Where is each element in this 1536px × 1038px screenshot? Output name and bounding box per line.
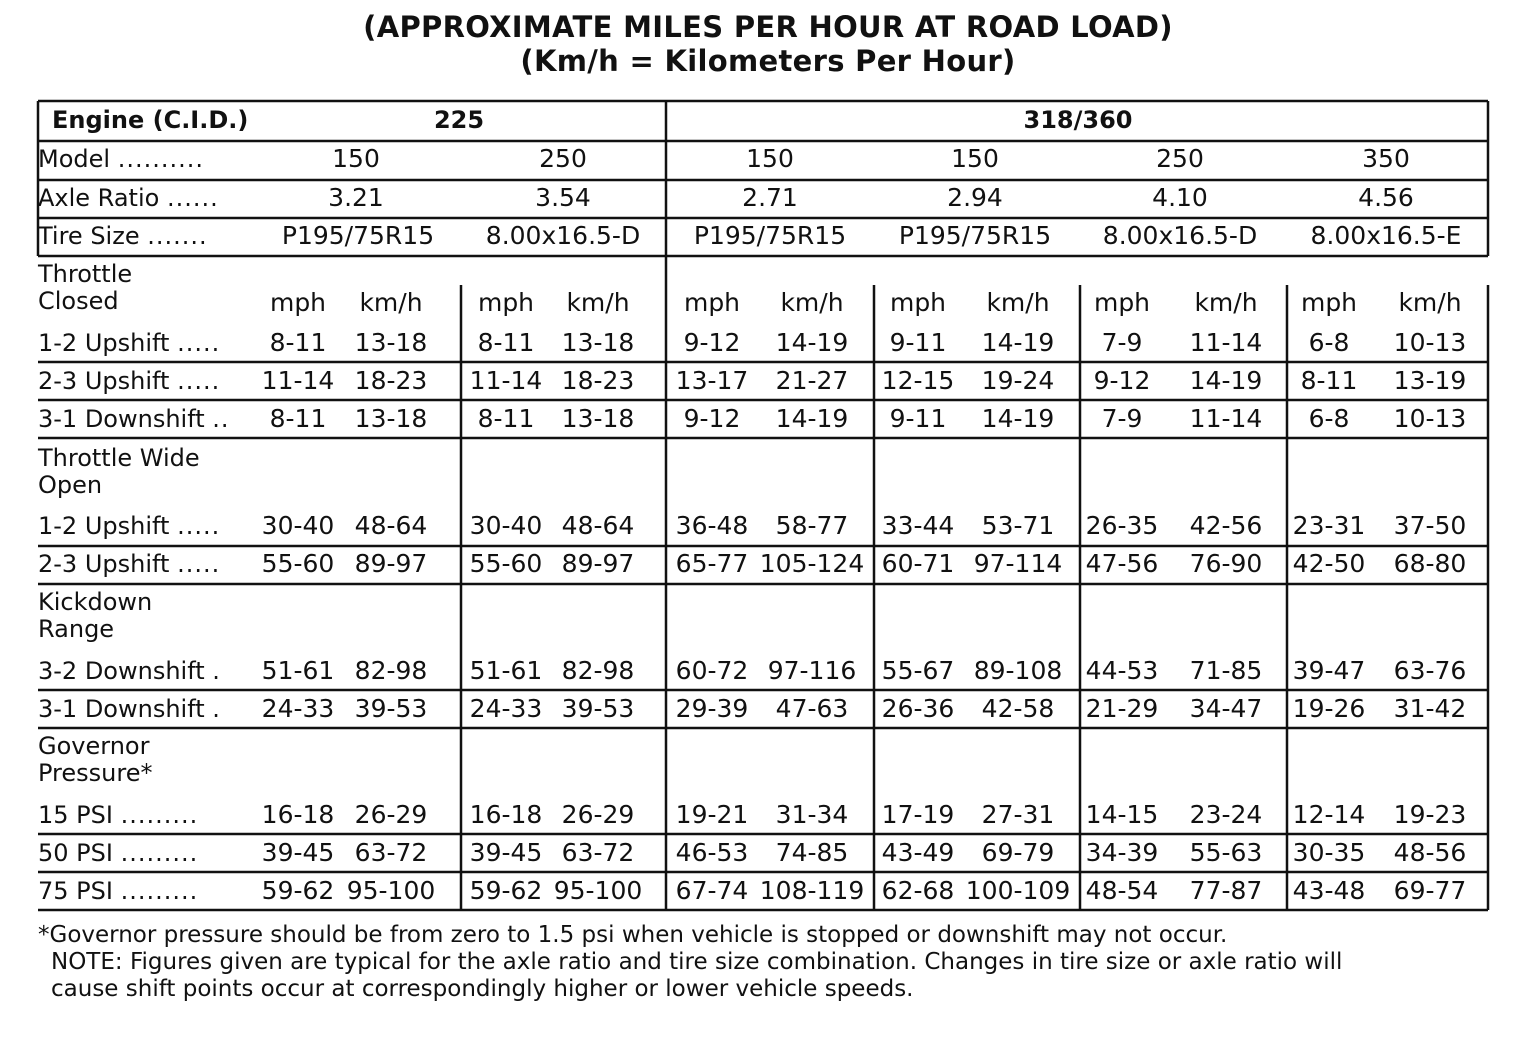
model-value: 350 (1362, 144, 1410, 173)
mph-value: 23-31 (1292, 511, 1366, 540)
row-label: 2-3 Upshift ..... (38, 550, 221, 578)
mph-value: 36-48 (675, 511, 749, 540)
kmh-value: 31-42 (1393, 694, 1467, 723)
mph-value: 39-45 (469, 838, 543, 867)
kmh-value: 97-114 (973, 549, 1063, 578)
axle-ratio-value: 4.10 (1152, 183, 1208, 212)
unit-mph: mph (1300, 288, 1358, 317)
kmh-value: 108-119 (759, 876, 865, 905)
kmh-value: 48-56 (1393, 838, 1467, 867)
mph-value: 47-56 (1085, 549, 1159, 578)
kmh-value: 10-13 (1393, 404, 1467, 433)
row-label: 3-1 Downshift .. (38, 405, 230, 433)
kmh-value: 42-58 (981, 694, 1055, 723)
mph-value: 19-26 (1292, 694, 1366, 723)
engine-label: Engine (C.I.D.) (52, 106, 249, 134)
kmh-value: 31-34 (775, 800, 849, 829)
mph-value: 6-8 (1308, 404, 1350, 433)
mph-value: 55-60 (261, 549, 335, 578)
mph-value: 19-21 (675, 800, 749, 829)
engine-318-360: 318/360 (1023, 106, 1133, 134)
kmh-value: 18-23 (354, 366, 428, 395)
axle-label: Axle Ratio ...... (38, 184, 219, 212)
kmh-value: 69-77 (1393, 876, 1467, 905)
unit-mph: mph (269, 288, 327, 317)
kmh-value: 71-85 (1189, 656, 1263, 685)
tire-size-value: 8.00x16.5-E (1310, 221, 1462, 250)
mph-value: 12-14 (1292, 800, 1366, 829)
kmh-value: 27-31 (981, 800, 1055, 829)
tire-label: Tire Size ....... (38, 222, 208, 250)
kmh-value: 21-27 (775, 366, 849, 395)
mph-value: 39-45 (261, 838, 335, 867)
mph-value: 26-35 (1085, 511, 1159, 540)
unit-mph: mph (889, 288, 947, 317)
kmh-value: 13-18 (561, 328, 635, 357)
mph-value: 62-68 (881, 876, 955, 905)
unit-kmh: km/h (1194, 288, 1258, 317)
model-value: 150 (332, 144, 380, 173)
footnote: *Governor pressure should be from zero to 1.5 psi when vehicle is stopped or downshift may not occur. (38, 922, 1228, 948)
mph-value: 59-62 (261, 876, 335, 905)
mph-value: 16-18 (469, 800, 543, 829)
mph-value: 44-53 (1085, 656, 1159, 685)
mph-value: 39-47 (1292, 656, 1366, 685)
mph-value: 8-11 (477, 404, 535, 433)
kmh-value: 14-19 (1189, 366, 1263, 395)
mph-value: 24-33 (469, 694, 543, 723)
mph-value: 26-36 (881, 694, 955, 723)
tire-size-value: 8.00x16.5-D (1102, 221, 1258, 250)
unit-kmh: km/h (1398, 288, 1462, 317)
section-governor-line2: Pressure* (38, 759, 153, 787)
mph-value: 11-14 (261, 366, 335, 395)
mph-value: 13-17 (675, 366, 749, 395)
tire-size-value: P195/75R15 (281, 221, 435, 250)
kmh-value: 19-23 (1393, 800, 1467, 829)
kmh-value: 48-64 (561, 511, 635, 540)
mph-value: 43-48 (1292, 876, 1366, 905)
kmh-value: 58-77 (775, 511, 849, 540)
mph-value: 51-61 (469, 656, 543, 685)
model-value: 250 (1156, 144, 1204, 173)
kmh-value: 77-87 (1189, 876, 1263, 905)
row-label: 50 PSI ......... (38, 839, 199, 867)
kmh-value: 18-23 (561, 366, 635, 395)
axle-ratio-value: 4.56 (1358, 183, 1414, 212)
mph-value: 7-9 (1101, 404, 1143, 433)
kmh-value: 82-98 (561, 656, 635, 685)
mph-value: 30-35 (1292, 838, 1366, 867)
mph-value: 7-9 (1101, 328, 1143, 357)
mph-value: 8-11 (269, 404, 327, 433)
kmh-value: 37-50 (1393, 511, 1467, 540)
mph-value: 55-60 (469, 549, 543, 578)
kmh-value: 63-72 (561, 838, 635, 867)
row-label: 1-2 Upshift ..... (38, 512, 221, 540)
mph-value: 14-15 (1085, 800, 1159, 829)
kmh-value: 39-53 (354, 694, 428, 723)
mph-value: 9-11 (889, 404, 947, 433)
model-value: 250 (539, 144, 587, 173)
mph-value: 16-18 (261, 800, 335, 829)
mph-value: 6-8 (1308, 328, 1350, 357)
mph-value: 17-19 (881, 800, 955, 829)
mph-value: 60-72 (675, 656, 749, 685)
row-label: 75 PSI ......... (38, 877, 199, 905)
mph-value: 67-74 (675, 876, 749, 905)
kmh-value: 76-90 (1189, 549, 1263, 578)
kmh-value: 89-108 (973, 656, 1063, 685)
note-line-2: cause shift points occur at correspondingly higher or lower vehicle speeds. (51, 976, 914, 1002)
mph-value: 8-11 (269, 328, 327, 357)
kmh-value: 89-97 (561, 549, 635, 578)
axle-ratio-value: 2.71 (742, 183, 798, 212)
unit-kmh: km/h (986, 288, 1050, 317)
engine-225: 225 (433, 106, 485, 134)
kmh-value: 26-29 (354, 800, 428, 829)
kmh-value: 13-18 (561, 404, 635, 433)
page-title: (APPROXIMATE MILES PER HOUR AT ROAD LOAD) (363, 10, 1173, 44)
kmh-value: 48-64 (354, 511, 428, 540)
page-subtitle: (Km/h = Kilometers Per Hour) (520, 44, 1016, 78)
section-throttle-wide-line2: Open (38, 471, 103, 499)
mph-value: 46-53 (675, 838, 749, 867)
kmh-value: 63-76 (1393, 656, 1467, 685)
mph-value: 8-11 (1300, 366, 1358, 395)
section-governor-line1: Governor (38, 732, 150, 760)
kmh-value: 95-100 (346, 876, 436, 905)
kmh-value: 100-109 (965, 876, 1071, 905)
mph-value: 9-12 (683, 328, 741, 357)
row-label: 2-3 Upshift ..... (38, 367, 221, 395)
row-label: 3-2 Downshift . (38, 657, 221, 685)
mph-value: 65-77 (675, 549, 749, 578)
section-throttle-closed-line2: Closed (38, 287, 119, 315)
model-label: Model .......... (38, 145, 204, 173)
section-throttle-wide-line1: Throttle Wide (38, 444, 200, 472)
kmh-value: 23-24 (1189, 800, 1263, 829)
kmh-value: 13-18 (354, 404, 428, 433)
row-label: 1-2 Upshift ..... (38, 329, 221, 357)
kmh-value: 39-53 (561, 694, 635, 723)
kmh-value: 69-79 (981, 838, 1055, 867)
mph-value: 9-12 (1093, 366, 1151, 395)
mph-value: 42-50 (1292, 549, 1366, 578)
mph-value: 24-33 (261, 694, 335, 723)
mph-value: 55-67 (881, 656, 955, 685)
kmh-value: 14-19 (981, 328, 1055, 357)
kmh-value: 10-13 (1393, 328, 1467, 357)
mph-value: 51-61 (261, 656, 335, 685)
section-kickdown-line2: Range (38, 615, 115, 643)
mph-value: 9-12 (683, 404, 741, 433)
mph-value: 43-49 (881, 838, 955, 867)
mph-value: 11-14 (469, 366, 543, 395)
kmh-value: 95-100 (553, 876, 643, 905)
kmh-value: 13-19 (1393, 366, 1467, 395)
tire-size-value: 8.00x16.5-D (485, 221, 641, 250)
unit-kmh: km/h (780, 288, 844, 317)
kmh-value: 11-14 (1189, 404, 1263, 433)
kmh-value: 89-97 (354, 549, 428, 578)
section-throttle-closed-line1: Throttle (38, 260, 133, 288)
section-kickdown-line1: Kickdown (38, 588, 153, 616)
note-line-1: NOTE: Figures given are typical for the axle ratio and tire size combination. Changes in tire size or axle ratio will (51, 949, 1343, 975)
kmh-value: 68-80 (1393, 549, 1467, 578)
kmh-value: 34-47 (1189, 694, 1263, 723)
mph-value: 30-40 (261, 511, 335, 540)
row-label: 15 PSI ......... (38, 801, 199, 829)
kmh-value: 26-29 (561, 800, 635, 829)
axle-ratio-value: 3.21 (328, 183, 384, 212)
model-value: 150 (746, 144, 794, 173)
unit-kmh: km/h (359, 288, 423, 317)
kmh-value: 14-19 (775, 404, 849, 433)
kmh-value: 47-63 (775, 694, 849, 723)
unit-kmh: km/h (566, 288, 630, 317)
kmh-value: 63-72 (354, 838, 428, 867)
mph-value: 9-11 (889, 328, 947, 357)
mph-value: 59-62 (469, 876, 543, 905)
kmh-value: 82-98 (354, 656, 428, 685)
kmh-value: 13-18 (354, 328, 428, 357)
mph-value: 30-40 (469, 511, 543, 540)
axle-ratio-value: 2.94 (947, 183, 1003, 212)
mph-value: 48-54 (1085, 876, 1159, 905)
kmh-value: 74-85 (775, 838, 849, 867)
tire-size-value: P195/75R15 (693, 221, 847, 250)
kmh-value: 11-14 (1189, 328, 1263, 357)
kmh-value: 53-71 (981, 511, 1055, 540)
mph-value: 60-71 (881, 549, 955, 578)
kmh-value: 14-19 (775, 328, 849, 357)
kmh-value: 19-24 (981, 366, 1055, 395)
mph-value: 12-15 (881, 366, 955, 395)
unit-mph: mph (683, 288, 741, 317)
kmh-value: 42-56 (1189, 511, 1263, 540)
mph-value: 21-29 (1085, 694, 1159, 723)
mph-value: 29-39 (675, 694, 749, 723)
row-label: 3-1 Downshift . (38, 695, 221, 723)
kmh-value: 14-19 (981, 404, 1055, 433)
kmh-value: 105-124 (759, 549, 865, 578)
unit-mph: mph (1093, 288, 1151, 317)
kmh-value: 55-63 (1189, 838, 1263, 867)
axle-ratio-value: 3.54 (535, 183, 591, 212)
tire-size-value: P195/75R15 (898, 221, 1052, 250)
model-value: 150 (951, 144, 999, 173)
unit-mph: mph (477, 288, 535, 317)
mph-value: 33-44 (881, 511, 955, 540)
mph-value: 34-39 (1085, 838, 1159, 867)
kmh-value: 97-116 (767, 656, 857, 685)
mph-value: 8-11 (477, 328, 535, 357)
